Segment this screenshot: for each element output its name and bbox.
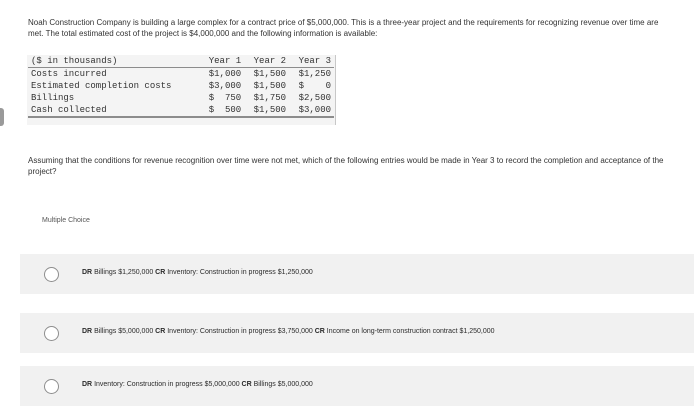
answer-option-3[interactable] (20, 366, 694, 406)
cell-year2: $1,750 (253, 93, 287, 103)
radio-button[interactable] (44, 326, 59, 341)
row-label: Billings (31, 93, 75, 103)
option-part: Billings $5,000,000 (251, 381, 313, 388)
option-part: Income on long-term construction contract $1,250,000 (324, 328, 495, 335)
debit-label: DR (82, 328, 93, 335)
row-label: Estimated completion costs (31, 81, 172, 91)
radio-button[interactable] (44, 267, 59, 282)
cell-year2: $1,500 (253, 69, 287, 79)
option-part: Inventory: Construction in progress $1,250,000 (165, 269, 313, 276)
credit-label: CR (155, 328, 166, 335)
row-label: Cash collected (28, 104, 199, 117)
credit-label: CR (155, 269, 166, 276)
debit-label: DR (82, 269, 93, 276)
table-header-units: ($ in thousands) (28, 55, 199, 68)
row-label: Costs incurred (31, 69, 107, 79)
cell-year1: $ 500 (199, 104, 244, 117)
option-part: Inventory: Construction in progress $3,750,000 (165, 328, 315, 335)
scroll-marker (0, 108, 4, 126)
option-text[interactable] (82, 381, 313, 388)
credit-label: CR (314, 328, 325, 335)
cell-year3: $ 0 (298, 81, 331, 91)
answer-option-2[interactable] (20, 313, 694, 353)
radio-button[interactable] (44, 379, 59, 394)
cell-year3: $3,000 (289, 104, 334, 117)
option-text[interactable] (82, 328, 495, 335)
question-text: Assuming that the conditions for revenue recognition over time were not met, which of the following entries would be made in Year 3 to record the completion and acceptance of the project? (28, 156, 664, 176)
table-row (28, 68, 334, 81)
option-part: Billings $5,000,000 (92, 328, 156, 335)
option-part: Billings $1,250,000 (92, 269, 156, 276)
cell-year1: $1,000 (208, 69, 242, 79)
option-text[interactable] (82, 269, 313, 276)
cell-year1: $3,000 (208, 81, 242, 91)
answer-option-1[interactable] (20, 254, 694, 294)
cell-year2: $1,500 (253, 81, 287, 91)
cell-year1: $ 750 (208, 93, 242, 103)
table-header-year3: Year 3 (289, 55, 334, 68)
data-table (28, 55, 334, 118)
cell-year3: $1,250 (298, 69, 331, 79)
problem-intro: Noah Construction Company is building a large complex for a contract price of $5,000,000. This is a three-year project and the requirements for recognizing revenue over time are met. The total estimated cost of the project is $4,000,000 and the following information is available: (28, 18, 659, 38)
multiple-choice-label: Multiple Choice (42, 217, 90, 224)
cell-year3: $2,500 (298, 93, 331, 103)
cell-year2: $1,500 (244, 104, 289, 117)
table-header-row (28, 55, 334, 68)
table-header-year2: Year 2 (244, 55, 289, 68)
debit-label: DR (82, 381, 93, 388)
table-row (28, 104, 334, 117)
table-row (28, 92, 334, 104)
table-header-year1: Year 1 (199, 55, 244, 68)
table-row (28, 80, 334, 92)
credit-label: CR (241, 381, 252, 388)
option-part: Inventory: Construction in progress $5,000,000 (92, 381, 242, 388)
